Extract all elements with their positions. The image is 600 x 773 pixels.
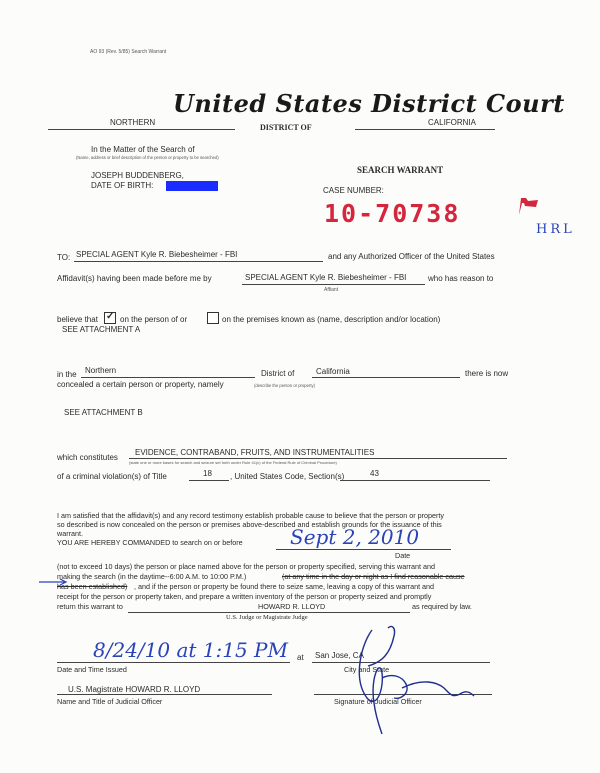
person-text: on the person of or [120,315,188,324]
there-is-now: there is now [465,369,509,378]
belief-prefix: believe that [57,315,98,324]
return-suffix: as required by law. [412,602,472,611]
violation-middle: , United States Code, Section(s) [230,472,345,481]
district-of-text: District of [261,369,295,378]
p2-line-3: , and if the person or property be found there to seize same, leaving a copy of this warrant and [134,582,435,591]
premises-text: on the premises known as (name, description and/or location) [222,315,441,324]
judge-caption: U.S. Judge or Magistrate Judge [226,614,308,621]
case-number-stamp: 10-70738 [324,199,461,228]
judge-initials: HRL [536,222,575,237]
premises-checkbox[interactable] [207,312,219,324]
officer-value: U.S. Magistrate HOWARD R. LLOYD [68,685,201,694]
constitutes-note: (state one or more bases for search and seizure set forth under Rule 41(c) of the Federal Rule of Criminal Procedure) [129,460,337,465]
violation-prefix: of a criminal violation(s) of Title [57,472,167,481]
case-number-label: CASE NUMBER: [323,186,384,195]
district-of-label: DISTRICT OF [260,123,312,132]
to-suffix: and any Authorized Officer of the United States [328,252,495,261]
commanded-text: YOU ARE HEREBY COMMANDED to search on or before [57,538,243,547]
district-right-line [355,129,495,130]
satisfied-line-2: so described is now concealed on the person or premises above-described and establish grounds for the issuance of this [57,520,442,529]
affidavit-agent: SPECIAL AGENT Kyle R. Biebesheimer - FBI [245,273,407,282]
to-agent: SPECIAL AGENT Kyle R. Biebesheimer - FBI [76,250,238,259]
affidavit-suffix: who has reason to [428,274,494,283]
subject-name: JOSEPH BUDDENBERG, [91,171,184,180]
judge-signature-mark [332,618,482,736]
district-left-line [48,129,235,130]
dob-label: DATE OF BIRTH: [91,181,154,190]
city-caption: City and State [344,665,390,674]
matter-subheading: (Name, address or brief description of the person or property to be searched) [76,155,219,160]
city-value: San Jose, CA [315,651,364,660]
redaction-box [166,181,218,191]
district-left: NORTHERN [110,118,156,127]
p2-line-1: (not to exceed 10 days) the person or place named above for the person or property specified, serving this warrant and [57,562,435,571]
date-caption: Date [395,551,411,560]
attachment-a: SEE ATTACHMENT A [62,325,141,334]
to-label: TO: [57,253,71,262]
constitutes-value: EVIDENCE, CONTRABAND, FRUITS, AND INSTRUMENTALITIES [135,448,375,457]
due-date-line [276,549,451,550]
signature-caption: Signature of Judicial Officer [334,697,422,706]
officer-line [57,694,272,695]
checkmark-icon: ✓ [106,311,115,322]
affiant-caption: Affiant [324,287,339,293]
state-value: California [316,367,350,376]
return-prefix: return this warrant to [57,602,123,611]
state-value-line [312,377,460,378]
title-number: 18 [203,469,212,478]
search-warrant-title: SEARCH WARRANT [357,165,444,175]
constitutes-line [129,458,507,459]
constitutes-prefix: which constitutes [57,453,118,462]
p2-line-2: making the search (in the daytime--6:00 A.M. to 10:00 P.M.) [57,572,247,581]
district-value: Northern [85,366,117,375]
concealed-text: concealed a certain person or property, namely [57,380,224,389]
form-id: AO 93 (Rev. 5/85) Search Warrant [90,49,167,55]
satisfied-line-3: warrant. [57,529,83,538]
issued-caption: Date and Time Issued [57,665,127,674]
p2-line-2-struck: (at any time in the day or night as I find reasonable cause [282,572,465,581]
district-right: CALIFORNIA [428,118,477,127]
satisfied-line-1: I am satisfied that the affidavit(s) and any record testimony establish probable cause to believe that the person or property [57,511,445,520]
affidavit-prefix: Affidavit(s) having been made before me by [57,274,212,283]
in-the-label: in the [57,370,77,379]
attachment-b: SEE ATTACHMENT B [64,408,143,417]
officer-caption: Name and Title of Judicial Officer [57,697,163,706]
title-number-line [189,480,229,481]
matter-heading: In the Matter of the Search of [91,145,195,154]
issued-line [57,662,290,663]
district-value-line [81,377,255,378]
return-judge-line [128,612,410,613]
p2-line-4: receipt for the person or property taken, and prepare a written inventory of the person or property seized and promptly [57,592,432,601]
stamp-flag-mark [516,195,542,217]
court-title: United States District Court [173,89,565,118]
describe-note: (describe the person or property) [254,383,315,388]
handwritten-due-date: Sept 2, 2010 [290,525,420,549]
affidavit-agent-line [242,284,425,285]
handwritten-issued: 8/24/10 at 1:15 PM [93,638,288,662]
return-judge-name: HOWARD R. LLOYD [258,602,326,611]
at-label: at [297,653,304,662]
section-number-line [340,480,490,481]
section-number: 43 [370,469,379,478]
p2-line-3-struck: has been established) [57,582,128,591]
to-agent-line [74,261,323,262]
